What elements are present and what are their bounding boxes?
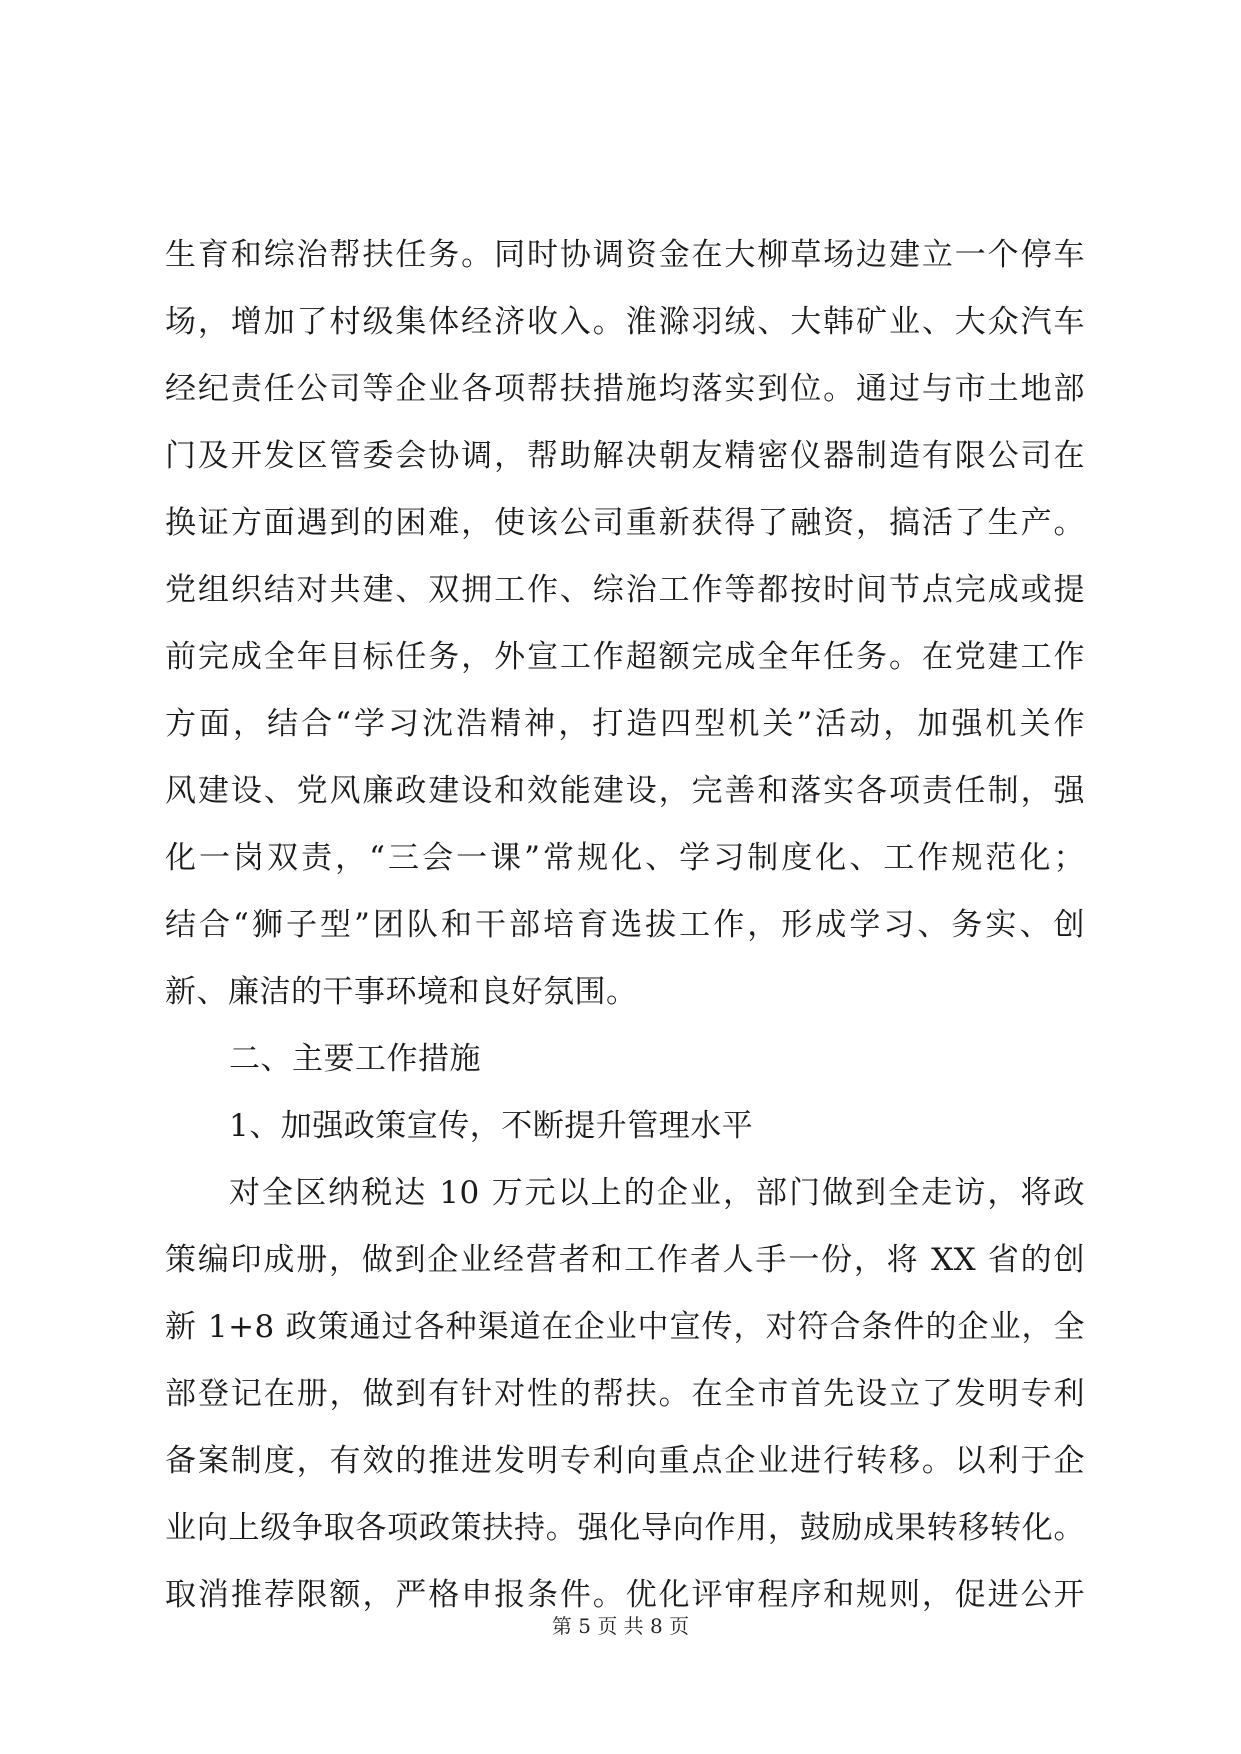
- text-line: 场，增加了村级集体经济收入。淮滁羽绒、大韩矿业、大众汽车: [165, 304, 1085, 340]
- text-line: 前完成全年目标任务，外宣工作超额完成全年任务。在党建工作: [165, 639, 1085, 675]
- text-line: 风建设、党风廉政建设和效能建设，完善和落实各项责任制，强: [165, 773, 1085, 809]
- text-line: 换证方面遇到的困难，使该公司重新获得了融资，搞活了生产。: [165, 505, 1085, 541]
- text-line: 结合“狮子型”团队和干部培育选拔工作，形成学习、务实、创: [165, 907, 1085, 943]
- text-line: 新 1+8 政策通过各种渠道在企业中宣传，对符合条件的企业，全: [165, 1309, 1085, 1345]
- text-line: 方面，结合“学习沈浩精神，打造四型机关”活动，加强机关作: [165, 706, 1085, 742]
- text-line: 部登记在册，做到有针对性的帮扶。在全市首先设立了发明专利: [165, 1376, 1085, 1412]
- text-line: 生育和综治帮扶任务。同时协调资金在大柳草场边建立一个停车: [165, 237, 1085, 273]
- text-line: 备案制度，有效的推进发明专利向重点企业进行转移。以利于企: [165, 1443, 1085, 1479]
- section-heading: 二、主要工作措施: [229, 1041, 481, 1077]
- body-text: [165, 222, 1085, 1629]
- text-line: 门及开发区管委会协调，帮助解决朝友精密仪器制造有限公司在: [165, 438, 1085, 474]
- text-line: 对全区纳税达 10 万元以上的企业，部门做到全走访，将政: [229, 1175, 1085, 1211]
- subsection-heading: 1、加强政策宣传，不断提升管理水平: [229, 1108, 754, 1144]
- text-line: 业向上级争取各项政策扶持。强化导向作用，鼓励成果转移转化。: [165, 1510, 1085, 1546]
- text-line: 取消推荐限额，严格申报条件。优化评审程序和规则，促进公开: [165, 1577, 1085, 1613]
- page-footer: 第 5 页 共 8 页: [551, 1614, 690, 1638]
- text-line: 新、廉洁的干事环境和良好氛围。: [165, 974, 638, 1010]
- text-line: 策编印成册，做到企业经营者和工作者人手一份，将 XX 省的创: [165, 1242, 1085, 1278]
- text-line: 党组织结对共建、双拥工作、综治工作等都按时间节点完成或提: [165, 572, 1085, 608]
- text-line: 经纪责任公司等企业各项帮扶措施均落实到位。通过与市土地部: [165, 371, 1085, 407]
- text-line: 化一岗双责，“三会一课”常规化、学习制度化、工作规范化；: [165, 840, 1085, 876]
